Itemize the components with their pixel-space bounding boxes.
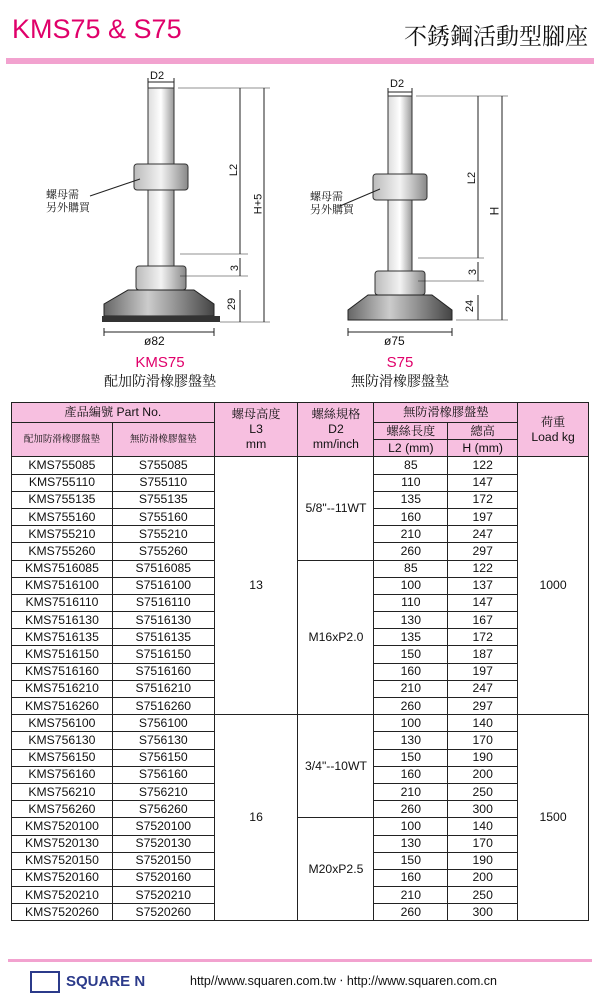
th-thread xyxy=(298,403,374,457)
s-part-no: S7520160 xyxy=(112,869,214,886)
th-l2: L2 (mm) xyxy=(374,440,448,457)
table-row xyxy=(12,715,589,732)
kms-part-no: KMS7520130 xyxy=(12,835,113,852)
th-group: 無防滑橡膠盤墊 xyxy=(374,403,518,423)
h-cell: 122 xyxy=(448,457,518,474)
l2-cell: 110 xyxy=(374,474,448,491)
s-part-no: S756150 xyxy=(112,749,214,766)
th-thread-unit: mm/inch xyxy=(312,437,359,452)
s-part-no: S755210 xyxy=(112,526,214,543)
h-cell: 247 xyxy=(448,526,518,543)
url-tw-link[interactable]: http//www.squaren.com.tw xyxy=(190,974,336,988)
header xyxy=(0,0,600,64)
s-part-no: S755135 xyxy=(112,491,214,508)
s-part-no: S756100 xyxy=(112,715,214,732)
kms-part-no: KMS756100 xyxy=(12,715,113,732)
s-part-no: S756160 xyxy=(112,766,214,783)
s-part-no: S7516210 xyxy=(112,680,214,697)
l2-cell: 100 xyxy=(374,715,448,732)
h-cell: 197 xyxy=(448,508,518,525)
h-cell: 140 xyxy=(448,818,518,835)
kms-part-no: KMS7516130 xyxy=(12,612,113,629)
l2-cell: 210 xyxy=(374,526,448,543)
th-h: H (mm) xyxy=(448,440,518,457)
l2-cell: 150 xyxy=(374,646,448,663)
th-thread-zh: 螺絲規格 xyxy=(311,407,361,422)
s75-base-diameter: ø75 xyxy=(384,334,405,348)
kms75-base-diameter: ø82 xyxy=(144,334,165,348)
s-part-no: S755110 xyxy=(112,474,214,491)
h-cell: 197 xyxy=(448,663,518,680)
s-part-no: S7520150 xyxy=(112,852,214,869)
s-part-no: S755160 xyxy=(112,508,214,525)
h-cell: 147 xyxy=(448,474,518,491)
footer-divider xyxy=(8,959,592,962)
l2-cell: 85 xyxy=(374,560,448,577)
kms75-drawing xyxy=(90,78,270,336)
l2-cell: 160 xyxy=(374,663,448,680)
footer xyxy=(0,955,600,1000)
h-cell: 190 xyxy=(448,852,518,869)
h-cell: 297 xyxy=(448,698,518,715)
h-cell: 190 xyxy=(448,749,518,766)
th-kms: 配加防滑橡膠盤墊 xyxy=(12,423,113,457)
kms-part-no: KMS756160 xyxy=(12,766,113,783)
l2-cell: 210 xyxy=(374,783,448,800)
load-cell: 1000 xyxy=(518,457,589,715)
url-separator: ‧ xyxy=(339,974,344,988)
s-part-no: S7516260 xyxy=(112,698,214,715)
h-cell: 300 xyxy=(448,801,518,818)
kms-part-no: KMS756260 xyxy=(12,801,113,818)
th-h-zh: 總高 xyxy=(448,423,518,440)
kms-part-no: KMS7516160 xyxy=(12,663,113,680)
s-part-no: S7516100 xyxy=(112,577,214,594)
h-cell: 200 xyxy=(448,766,518,783)
s-part-no: S756210 xyxy=(112,783,214,800)
th-load-en: Load kg xyxy=(531,429,575,444)
kms-part-no: KMS7516135 xyxy=(12,629,113,646)
kms75-rod-label: D2 xyxy=(150,70,165,82)
s-part-no: S7516110 xyxy=(112,594,214,611)
l2-cell: 85 xyxy=(374,457,448,474)
h-cell: 122 xyxy=(448,560,518,577)
nut-height-cell: 13 xyxy=(214,457,298,715)
table-row xyxy=(12,457,589,474)
s-part-no: S7516130 xyxy=(112,612,214,629)
s-part-no: S755260 xyxy=(112,543,214,560)
s75-note-line2: 另外購買 xyxy=(310,203,354,216)
page-title: KMS75 & S75 xyxy=(12,14,182,44)
kms-part-no: KMS755260 xyxy=(12,543,113,560)
kms75-base-height-dim: 29 xyxy=(226,297,239,311)
l2-cell: 260 xyxy=(374,904,448,921)
logo-mark-icon xyxy=(30,971,60,993)
kms75-caption xyxy=(80,354,240,391)
h-cell: 200 xyxy=(448,869,518,886)
h-cell: 172 xyxy=(448,491,518,508)
kms75-desc: 配加防滑橡膠盤墊 xyxy=(104,374,216,390)
load-cell: 1500 xyxy=(518,715,589,921)
s75-total-height-dim: H xyxy=(487,206,502,216)
s-part-no: S7516135 xyxy=(112,629,214,646)
s-part-no: S7520260 xyxy=(112,904,214,921)
l2-cell: 160 xyxy=(374,869,448,886)
l2-cell: 160 xyxy=(374,766,448,783)
spec-table xyxy=(11,402,589,921)
s75-code: S75 xyxy=(386,354,414,371)
l2-cell: 100 xyxy=(374,818,448,835)
s-part-no: S756260 xyxy=(112,801,214,818)
s75-caption xyxy=(320,354,480,391)
kms-part-no: KMS755160 xyxy=(12,508,113,525)
th-part-no: 產品編號 Part No. xyxy=(12,403,215,423)
s75-desc: 無防滑橡膠盤墊 xyxy=(351,374,449,390)
h-cell: 140 xyxy=(448,715,518,732)
h-cell: 250 xyxy=(448,887,518,904)
l2-cell: 160 xyxy=(374,508,448,525)
h-cell: 187 xyxy=(448,646,518,663)
kms-part-no: KMS756210 xyxy=(12,783,113,800)
table-row xyxy=(12,560,589,577)
l2-cell: 150 xyxy=(374,852,448,869)
kms-part-no: KMS7516110 xyxy=(12,594,113,611)
kms-part-no: KMS755110 xyxy=(12,474,113,491)
th-nut-height-code: L3 xyxy=(249,422,263,437)
thread-cell: 5/8"--11WT xyxy=(298,457,374,560)
s-part-no: S7520100 xyxy=(112,818,214,835)
th-s: 無防滑橡膠盤墊 xyxy=(112,423,214,457)
company-logo xyxy=(30,971,145,993)
kms-part-no: KMS756130 xyxy=(12,732,113,749)
kms-part-no: KMS7516210 xyxy=(12,680,113,697)
footer-urls xyxy=(190,973,497,988)
l2-cell: 150 xyxy=(374,749,448,766)
l2-cell: 210 xyxy=(374,887,448,904)
kms-part-no: KMS7520150 xyxy=(12,852,113,869)
l2-cell: 130 xyxy=(374,835,448,852)
kms-part-no: KMS7516260 xyxy=(12,698,113,715)
s75-base-height-dim: 24 xyxy=(464,299,477,313)
nut-height-cell: 16 xyxy=(214,715,298,921)
spec-table-body xyxy=(12,457,589,921)
thread-cell: 3/4"--10WT xyxy=(298,715,374,818)
kms75-nut-height-dim: 3 xyxy=(229,264,242,272)
s75-rod-label: D2 xyxy=(390,78,405,90)
kms75-total-height-dim: H+5 xyxy=(252,193,265,215)
s75-note-line1: 螺母需 xyxy=(310,190,343,203)
h-cell: 147 xyxy=(448,594,518,611)
s-part-no: S755085 xyxy=(112,457,214,474)
kms-part-no: KMS756150 xyxy=(12,749,113,766)
th-load-zh: 荷重 xyxy=(540,414,566,429)
l2-cell: 130 xyxy=(374,612,448,629)
l2-cell: 210 xyxy=(374,680,448,697)
l2-cell: 260 xyxy=(374,543,448,560)
th-nut-height-zh: 螺母高度 xyxy=(231,407,281,422)
h-cell: 170 xyxy=(448,835,518,852)
th-nut-height xyxy=(214,403,298,457)
h-cell: 172 xyxy=(448,629,518,646)
l2-cell: 100 xyxy=(374,577,448,594)
diagram-area xyxy=(0,64,600,394)
th-thread-code: D2 xyxy=(328,422,344,437)
s-part-no: S7516160 xyxy=(112,663,214,680)
l2-cell: 135 xyxy=(374,491,448,508)
th-nut-height-unit: mm xyxy=(245,437,267,452)
s75-nut-height-dim: 3 xyxy=(467,268,480,276)
l2-cell: 135 xyxy=(374,629,448,646)
s75-l2-dim: L2 xyxy=(466,171,479,185)
h-cell: 250 xyxy=(448,783,518,800)
l2-cell: 110 xyxy=(374,594,448,611)
s-part-no: S7520130 xyxy=(112,835,214,852)
kms75-note-line1: 螺母需 xyxy=(46,188,79,201)
kms-part-no: KMS7520160 xyxy=(12,869,113,886)
s-part-no: S756130 xyxy=(112,732,214,749)
thread-cell: M20xP2.5 xyxy=(298,818,374,921)
url-cn-link[interactable]: http://www.squaren.com.cn xyxy=(346,974,497,988)
s75-drawing xyxy=(340,88,508,336)
kms-part-no: KMS7516085 xyxy=(12,560,113,577)
h-cell: 137 xyxy=(448,577,518,594)
th-load xyxy=(518,403,589,457)
kms-part-no: KMS7520100 xyxy=(12,818,113,835)
s-part-no: S7520210 xyxy=(112,887,214,904)
th-l2-zh: 螺絲長度 xyxy=(374,423,448,440)
kms-part-no: KMS7516150 xyxy=(12,646,113,663)
h-cell: 170 xyxy=(448,732,518,749)
kms-part-no: KMS755135 xyxy=(12,491,113,508)
h-cell: 167 xyxy=(448,612,518,629)
s75-nut-note xyxy=(310,190,354,216)
kms75-l2-dim: L2 xyxy=(228,163,241,177)
kms-part-no: KMS7516100 xyxy=(12,577,113,594)
table-row xyxy=(12,818,589,835)
kms75-nut-note xyxy=(46,188,90,214)
kms-part-no: KMS755085 xyxy=(12,457,113,474)
s-part-no: S7516150 xyxy=(112,646,214,663)
h-cell: 247 xyxy=(448,680,518,697)
leveling-feet-drawings xyxy=(0,64,600,394)
h-cell: 297 xyxy=(448,543,518,560)
s-part-no: S7516085 xyxy=(112,560,214,577)
thread-cell: M16xP2.0 xyxy=(298,560,374,715)
h-cell: 300 xyxy=(448,904,518,921)
l2-cell: 260 xyxy=(374,801,448,818)
page-title-chinese: 不銹鋼活動型腳座 xyxy=(404,24,588,50)
kms-part-no: KMS7520260 xyxy=(12,904,113,921)
logo-text: SQUARE N xyxy=(66,972,146,990)
kms-part-no: KMS755210 xyxy=(12,526,113,543)
l2-cell: 130 xyxy=(374,732,448,749)
l2-cell: 260 xyxy=(374,698,448,715)
kms-part-no: KMS7520210 xyxy=(12,887,113,904)
kms75-note-line2: 另外購買 xyxy=(46,201,90,214)
kms75-code: KMS75 xyxy=(135,354,185,371)
